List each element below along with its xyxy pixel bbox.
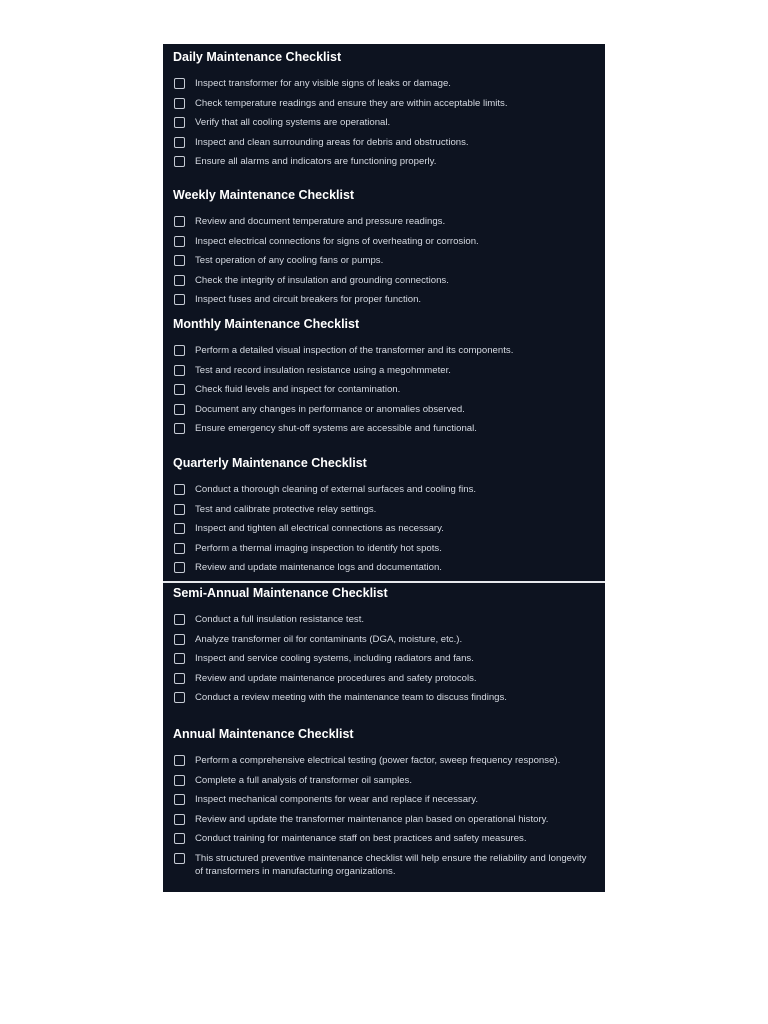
checklist-item-text: Inspect and service cooling systems, including radiators and fans.: [195, 653, 474, 665]
checkbox-icon[interactable]: [174, 853, 185, 864]
checkbox-icon[interactable]: [174, 692, 185, 703]
checkbox-icon[interactable]: [174, 634, 185, 645]
checklist-item-text: This structured preventive maintenance checklist will help ensure the reliability and longevity of transformers in manufacturing organizations.: [195, 852, 587, 877]
checklist-item-text: Ensure emergency shut-off systems are accessible and functional.: [195, 423, 477, 435]
checkbox-icon[interactable]: [174, 614, 185, 625]
checklist-item: [163, 691, 605, 711]
checklist-item-text: Verify that all cooling systems are operational.: [195, 117, 391, 129]
page-divider: [163, 581, 605, 583]
checkbox-icon[interactable]: [174, 794, 185, 805]
checkbox-icon[interactable]: [174, 523, 185, 534]
checklist-item: [163, 813, 605, 833]
checkbox-icon[interactable]: [174, 423, 185, 434]
checkbox-icon[interactable]: [174, 755, 185, 766]
checklist-item: [163, 403, 605, 423]
checklist-item: [163, 293, 605, 313]
checklist-item: [163, 793, 605, 813]
checklist-item: [163, 344, 605, 364]
checklist-item: [163, 633, 605, 653]
checklist-item-text: Test and calibrate protective relay settings.: [195, 503, 377, 515]
checklist-item: [163, 136, 605, 156]
checkbox-icon[interactable]: [174, 384, 185, 395]
checklist-item: [163, 77, 605, 97]
checklist-item-text: Review and document temperature and pressure readings.: [195, 216, 446, 227]
checkbox-icon[interactable]: [174, 78, 185, 89]
checklist-item: [163, 97, 605, 117]
checklist-item-text: Conduct training for maintenance staff on best practices and safety measures.: [195, 833, 527, 845]
checklist-item: [163, 116, 605, 136]
checkbox-icon[interactable]: [174, 365, 185, 376]
checkbox-icon[interactable]: [174, 255, 185, 266]
checklist-item-text: Document any changes in performance or anomalies observed.: [195, 403, 465, 415]
checklist-item-text: Review and update maintenance logs and documentation.: [195, 562, 442, 574]
checklist-item-text: Analyze transformer oil for contaminants (DGA, moisture, etc.).: [195, 633, 463, 645]
checklist-item-text: Check temperature readings and ensure they are within acceptable limits.: [195, 97, 508, 109]
checkbox-icon[interactable]: [174, 117, 185, 128]
checkbox-icon[interactable]: [174, 156, 185, 167]
checklist-item: [163, 542, 605, 562]
checklist-item-text: Inspect and tighten all electrical connections as necessary.: [195, 523, 444, 535]
checklist-item: [163, 483, 605, 503]
checklist-item: [163, 852, 605, 882]
checklist-item-text: Conduct a review meeting with the maintenance team to discuss findings.: [195, 692, 507, 704]
checklist-items: [163, 77, 605, 175]
checkbox-icon[interactable]: [174, 404, 185, 415]
checklist-item-text: Inspect mechanical components for wear and replace if necessary.: [195, 794, 478, 806]
checklist-item-text: Ensure all alarms and indicators are functioning properly.: [195, 156, 437, 168]
checklist-item-text: Perform a thermal imaging inspection to identify hot spots.: [195, 542, 442, 554]
checklist-document: [163, 44, 605, 892]
checklist-items: [163, 483, 605, 581]
checkbox-icon[interactable]: [174, 137, 185, 148]
checkbox-icon[interactable]: [174, 484, 185, 495]
checklist-item: [163, 613, 605, 633]
checklist-item: [163, 383, 605, 403]
checklist-item-text: Test operation of any cooling fans or pumps.: [195, 255, 384, 267]
checklist-item-text: Inspect fuses and circuit breakers for proper function.: [195, 294, 422, 306]
section-title: Monthly Maintenance Checklist: [173, 317, 360, 331]
checklist-item: [163, 672, 605, 692]
checklist-item: [163, 561, 605, 581]
checklist-item-text: Inspect electrical connections for signs of overheating or corrosion.: [195, 235, 479, 247]
checklist-item: [163, 235, 605, 255]
checkbox-icon[interactable]: [174, 216, 185, 227]
checklist-items: [163, 215, 605, 313]
checklist-item: [163, 274, 605, 294]
checklist-item: [163, 832, 605, 852]
checklist-item: [163, 215, 605, 235]
section-title: Semi-Annual Maintenance Checklist: [173, 586, 388, 600]
section-title: Daily Maintenance Checklist: [173, 50, 342, 64]
checklist-item-text: Perform a comprehensive electrical testing (power factor, sweep frequency response).: [195, 755, 561, 766]
checkbox-icon[interactable]: [174, 673, 185, 684]
checkbox-icon[interactable]: [174, 814, 185, 825]
checkbox-icon[interactable]: [174, 236, 185, 247]
checklist-item: [163, 754, 605, 774]
checklist-item-text: Complete a full analysis of transformer oil samples.: [195, 774, 413, 786]
checkbox-icon[interactable]: [174, 294, 185, 305]
checklist-item: [163, 422, 605, 442]
checklist-items: [163, 754, 605, 882]
checklist-item: [163, 364, 605, 384]
section-title: Quarterly Maintenance Checklist: [173, 456, 367, 470]
checkbox-icon[interactable]: [174, 775, 185, 786]
checklist-item: [163, 503, 605, 523]
checkbox-icon[interactable]: [174, 98, 185, 109]
checklist-items: [163, 613, 605, 711]
checklist-item: [163, 254, 605, 274]
checklist-item-text: Perform a detailed visual inspection of the transformer and its components.: [195, 345, 514, 356]
checklist-item: [163, 774, 605, 794]
checklist-item-text: Test and record insulation resistance using a megohmmeter.: [195, 364, 451, 376]
checklist-item: [163, 522, 605, 542]
section-title: Annual Maintenance Checklist: [173, 727, 354, 741]
checklist-item-text: Review and update maintenance procedures and safety protocols.: [195, 672, 477, 684]
checkbox-icon[interactable]: [174, 653, 185, 664]
checklist-item-text: Review and update the transformer maintenance plan based on operational history.: [195, 813, 549, 825]
checklist-item-text: Check the integrity of insulation and grounding connections.: [195, 274, 449, 286]
checklist-item: [163, 652, 605, 672]
checkbox-icon[interactable]: [174, 543, 185, 554]
checklist-items: [163, 344, 605, 442]
section-title: Weekly Maintenance Checklist: [173, 188, 355, 202]
checkbox-icon[interactable]: [174, 504, 185, 515]
checkbox-icon[interactable]: [174, 833, 185, 844]
checklist-item-text: Check fluid levels and inspect for contamination.: [195, 384, 401, 396]
checklist-item-text: Inspect transformer for any visible signs of leaks or damage.: [195, 78, 451, 89]
checklist-item: [163, 155, 605, 175]
checkbox-icon[interactable]: [174, 275, 185, 286]
checklist-item-text: Inspect and clean surrounding areas for debris and obstructions.: [195, 136, 469, 148]
checklist-item-text: Conduct a full insulation resistance test.: [195, 614, 365, 625]
checkbox-icon[interactable]: [174, 345, 185, 356]
checklist-item-text: Conduct a thorough cleaning of external surfaces and cooling fins.: [195, 484, 477, 495]
checkbox-icon[interactable]: [174, 562, 185, 573]
